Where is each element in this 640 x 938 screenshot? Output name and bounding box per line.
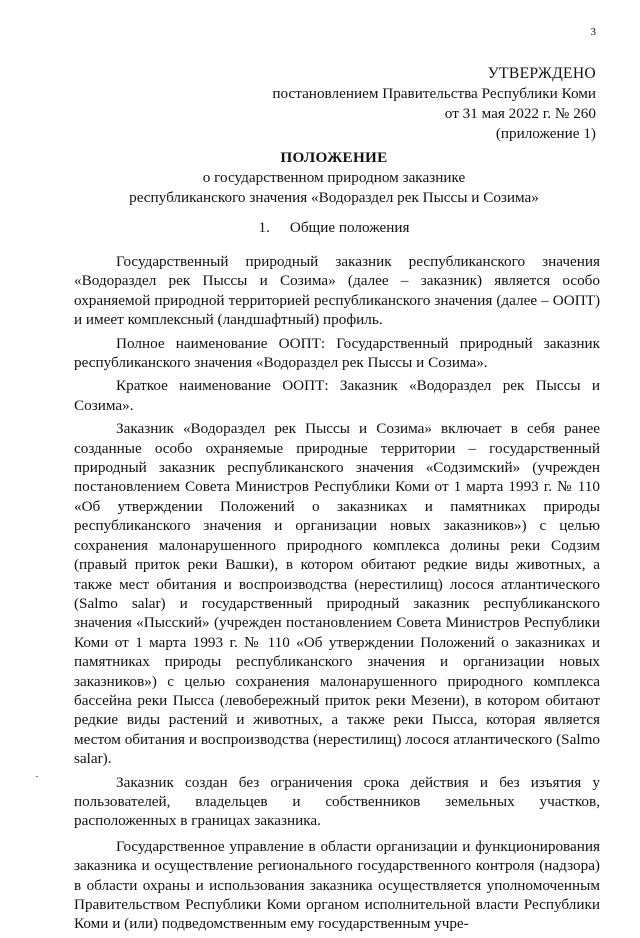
document-subtitle-2: республиканского значения «Водораздел рек Пыссы и Созима»	[129, 189, 539, 206]
paragraph: Полное наименование ООПТ: Государственный природный заказник республиканского значения «Водораздел рек Пыссы и Созима».	[74, 334, 600, 372]
paragraph: Государственное управление в области организации и функционирования заказника и осуществление регионального государственного контроля (надзора) в области охраны и использования заказника осуществляется уполномоченным Правительством Республики Коми органом исполнительной власти Республики Коми и (или) подведомственным ему государственным учре-	[74, 837, 600, 933]
scan-artifact	[36, 776, 38, 777]
paragraph: Заказник создан без ограничения срока действия и без изъятия у пользователей, владельцев и собственников земельных участков, расположенных в границах заказника.	[74, 773, 600, 830]
section-title: Общие положения	[289, 219, 410, 236]
document-title: ПОЛОЖЕНИЕ	[280, 149, 388, 166]
paragraph: Краткое наименование ООПТ: Заказник «Водораздел рек Пыссы и Созима».	[74, 377, 600, 414]
section-heading	[60, 219, 608, 237]
paragraph: Государственный природный заказник республиканского значения «Водораздел рек Пыссы и Созима» (далее – заказник) является особо охраняемой природной территорией республиканского значения (далее – ООПТ) и имеет комплексный (ландшафтный) профиль.	[74, 253, 600, 329]
document-title-block	[60, 148, 608, 208]
body-text	[74, 252, 600, 938]
page-number: 3	[590, 26, 596, 38]
document-subtitle-1: о государственном природном заказнике	[202, 169, 466, 186]
approval-line-1: постановлением Правительства Республики Коми	[272, 85, 596, 102]
approval-stamp	[236, 64, 596, 144]
approval-line-3: (приложение 1)	[495, 125, 596, 142]
paragraph: Заказник «Водораздел рек Пыссы и Созима» включает в себя ранее созданные особо охраняемые природные территории – государственный природный заказник республиканского значения «Содзимский» (учрежден постановлением Совета Министров Республики Коми от 1 марта 1993 г. № 110 «Об утверждении Положений о заказниках и памятниках природы республиканского значения и организации новых заказников») с целью сохранения малонарушенного природного комплекса долины реки Содзим (правый приток реки Вашки), в котором обитают редкие виды животных, а также мест обитания и воспроизводства (нерестилищ) лосося атлантического (Salmo salar) и государственный природный заказник республиканского значения «Пысский» (учрежден постановлением Совета Министров Республики Коми от 1 марта 1993 г. № 110 «Об утверждении Положений о заказниках и памятниках природы республиканского значения и организации новых заказников») с целью сохранения малонарушенного природного комплекса бассейна реки Пысса (левобережный приток реки Мезени), в котором обитают редкие виды растений и животных, а также реки Пысса, которая является местом обитания и воспроизводства (нерестилищ) лосося атлантического (Salmo salar).	[74, 420, 600, 768]
approval-title: УТВЕРЖДЕНО	[487, 65, 596, 82]
section-number: 1.	[258, 219, 270, 236]
approval-line-2: от 31 мая 2022 г. № 260	[444, 105, 596, 122]
